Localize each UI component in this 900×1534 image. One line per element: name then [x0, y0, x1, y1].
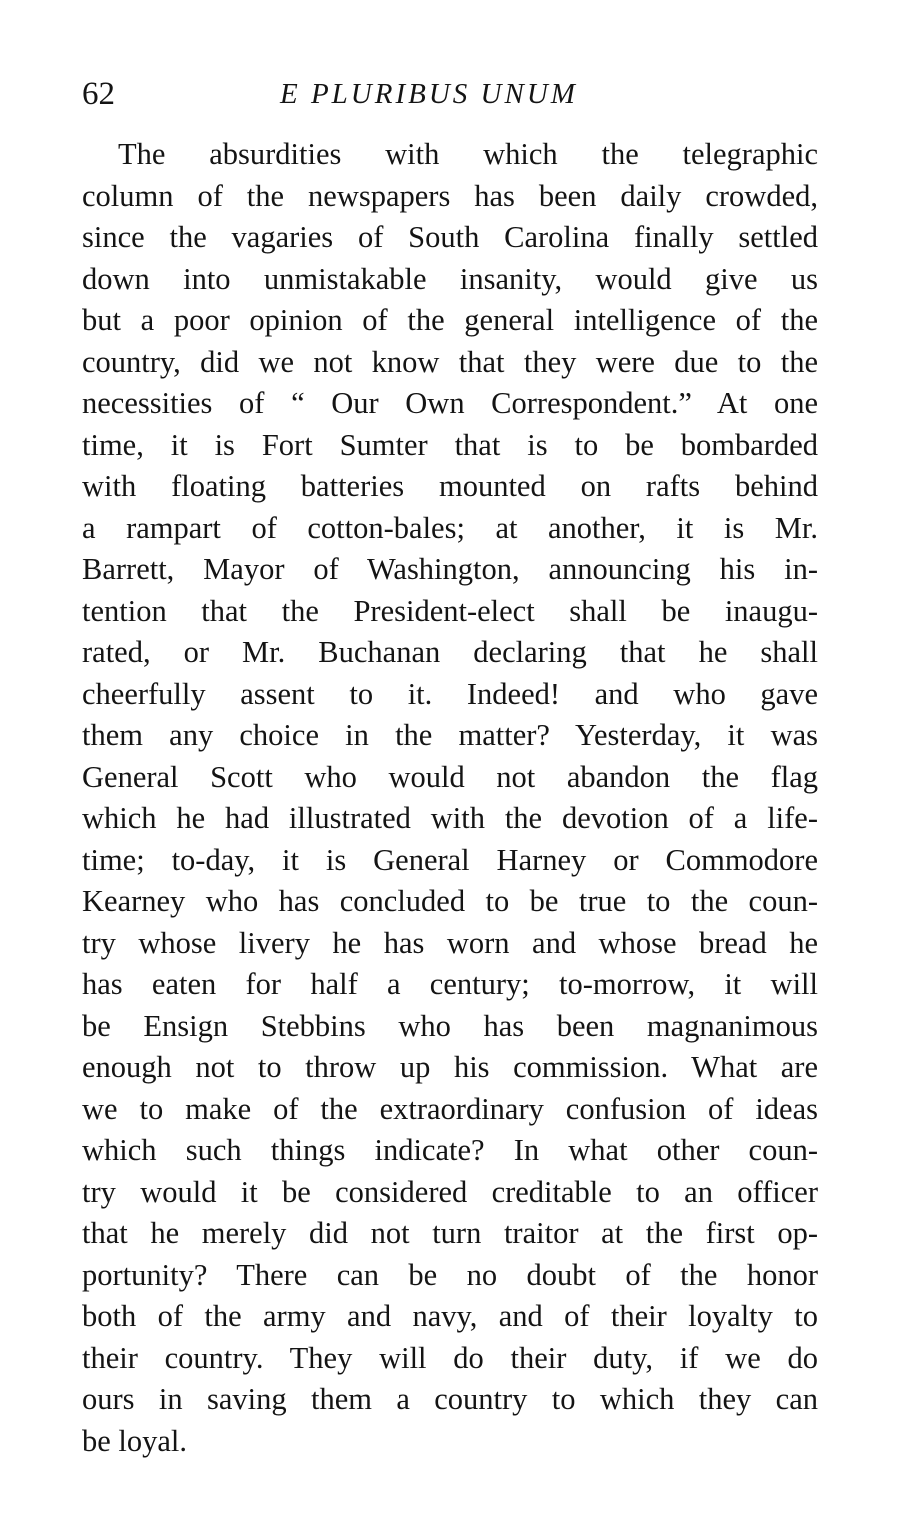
- text-line: country, did we not know that they were due to the: [82, 344, 818, 379]
- text-line: tention that the President-elect shall be inaugu-: [82, 593, 818, 628]
- text-line: column of the newspapers has been daily crowded,: [82, 178, 818, 213]
- text-line: ours in saving them a country to which they can: [82, 1382, 818, 1416]
- text-line: we to make of the extraordinary confusion of ideas: [82, 1091, 818, 1126]
- text-line: time, it is Fort Sumter that is to be bombarded: [82, 427, 818, 462]
- text-line: be Ensign Stebbins who has been magnanimous: [82, 1008, 818, 1043]
- page-number: 62: [82, 76, 115, 112]
- text-line: Barrett, Mayor of Washington, announcing his in-: [82, 552, 818, 586]
- text-line: Kearney who has concluded to be true to the coun-: [82, 884, 818, 918]
- text-line: has eaten for half a century; to-morrow, it will: [82, 967, 818, 1001]
- text-line: that he merely did not turn traitor at the first op-: [82, 1216, 818, 1250]
- text-line: down into unmistakable insanity, would give us: [82, 261, 818, 296]
- text-line: try would it be considered creditable to an officer: [82, 1174, 818, 1209]
- text-line: The absurdities with which the telegraphic: [118, 137, 818, 171]
- text-line: both of the army and navy, and of their loyalty to: [82, 1299, 818, 1333]
- text-line: them any choice in the matter? Yesterday, it was: [82, 718, 818, 752]
- running-head: [82, 72, 822, 116]
- text-line: rated, or Mr. Buchanan declaring that he shall: [82, 635, 818, 669]
- text-line: a rampart of cotton-bales; at another, it is Mr.: [82, 510, 818, 545]
- text-line: enough not to throw up his commission. What are: [82, 1050, 818, 1084]
- text-line: since the vagaries of South Carolina finally settled: [82, 220, 818, 254]
- text-line: General Scott who would not abandon the flag: [82, 759, 818, 794]
- text-line: time; to-day, it is General Harney or Commodore: [82, 842, 818, 877]
- text-line: necessities of “ Our Own Correspondent.” At one: [82, 386, 818, 420]
- body-paragraph: [82, 134, 818, 1462]
- text-line: which such things indicate? In what other coun-: [82, 1133, 818, 1167]
- text-line: but a poor opinion of the general intelligence of the: [82, 303, 818, 337]
- text-line: with floating batteries mounted on rafts behind: [82, 469, 818, 503]
- text-line: portunity? There can be no doubt of the honor: [82, 1257, 818, 1292]
- text-line: be loyal.: [82, 1423, 188, 1458]
- text-line: try whose livery he has worn and whose bread he: [82, 925, 818, 960]
- text-line: their country. They will do their duty, if we do: [82, 1340, 818, 1375]
- text-line: which he had illustrated with the devotion of a life-: [82, 801, 818, 835]
- running-title: E PLURIBUS UNUM: [280, 78, 578, 110]
- text-line: cheerfully assent to it. Indeed! and who gave: [82, 676, 818, 711]
